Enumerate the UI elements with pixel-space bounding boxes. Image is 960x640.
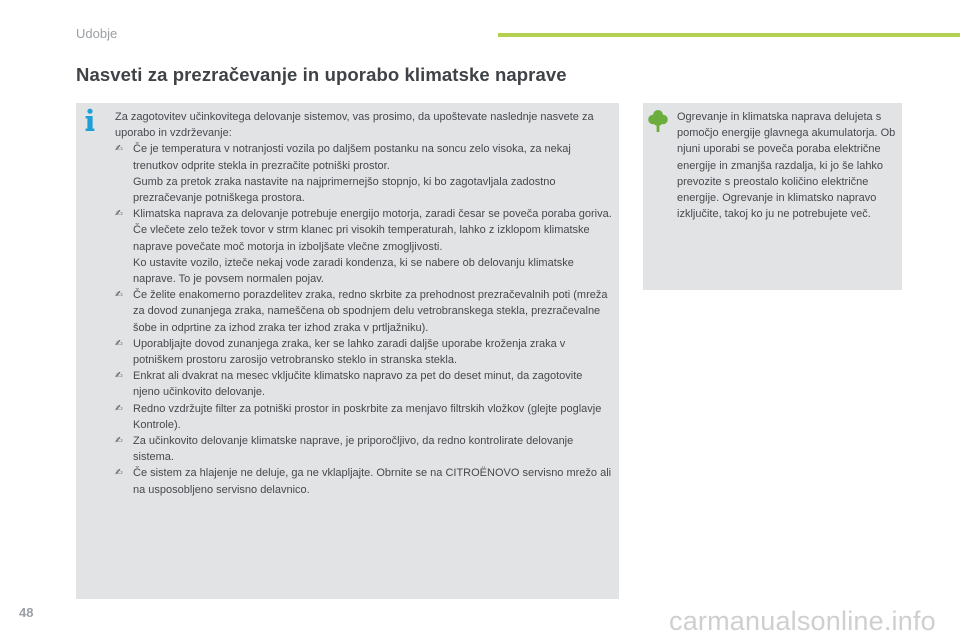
item-text: Klimatska naprava za delovanje potrebuje energijo motorja, zaradi česar se poveča poraba goriva. Če vlečete zelo težek tovor v strm klanec pri visokih temperaturah, lahko z izklopom klimatske naprave povečate moč motorja in izboljšate vlečne zmogljivosti. (133, 208, 612, 253)
intro-text: Za zagotovitev učinkovitega delovanje sistemov, vas prosimo, da upoštevate naslednje nasvete za uporabo in vzdrževanje: (115, 111, 594, 140)
bullet-icon: ✍ (115, 144, 123, 155)
list-item (115, 287, 612, 336)
item-detail: Gumb za pretok zraka nastavite na najprimernejšo stopnjo, ki bo zagotavljala zadostno prezračevanje potniškega prostora. (133, 175, 556, 205)
page-number: 48 (19, 605, 34, 620)
item-text: Enkrat ali dvakrat na mesec vključite klimatsko napravo za pet do deset minut, da zagotovite njeno učinkovito delovanje. (133, 370, 583, 399)
section-rule (498, 33, 960, 37)
item-detail: Ko ustavite vozilo, izteče nekaj vode zaradi kondenza, ki se nabere ob delovanju klimatske naprave. To je povsem normalen pojav. (133, 256, 574, 286)
info-icon (84, 108, 96, 132)
item-text: Če želite enakomerno porazdelitev zraka, redno skrbite za prehodnost prezračevalnih poti (mreža za dovod zunanjega zraka, nameščena ob spodnjem delu vetrobranskega stekla, prezračevalne šobe in odprtine za izhod zraka ter izhod zraka v prtljažniku). (133, 289, 608, 334)
list-item (115, 368, 612, 400)
item-text: Če je temperatura v notranjosti vozila po daljšem postanku na soncu zelo visoka, za nekaj trenutkov odprite stekla in prezračite potniški prostor. (133, 143, 571, 172)
bullet-icon: ✍ (115, 468, 123, 479)
list-item (115, 141, 612, 206)
list-item (115, 465, 612, 497)
item-text: Če sistem za hlajenje ne deluje, ga ne vklapljajte. Obrnite se na CITROËNOVO servisno mrežo ali na usposobljeno servisno delavnico. (133, 467, 612, 496)
bullet-icon: ✍ (115, 338, 123, 349)
page-title: Nasveti za prezračevanje in uporabo klimatske naprave (76, 64, 567, 85)
section-label: Udobje (76, 26, 118, 41)
bullet-icon: ✍ (115, 209, 123, 220)
side-note-text: Ogrevanje in klimatska naprava delujeta s pomočjo energije glavnega akumulatorja. Ob njuni uporabi se poveča poraba električne energije in zmanjša razdalja, ki jo še lahko prevozite s preostalo količino električne energije. Ogrevanje in klimatsko napravo izključite, takoj ko ju ne potrebujete več. (677, 111, 896, 221)
list-item (115, 433, 612, 465)
bullet-icon: ✍ (115, 403, 123, 414)
tips-list (115, 141, 612, 497)
list-item (115, 336, 612, 368)
item-text: Redno vzdržujte filter za potniški prostor in poskrbite za menjavo filtrskih vložkov (glejte poglavje Kontrole). (133, 402, 602, 431)
list-item (115, 206, 612, 287)
watermark: carmanualsonline.info (669, 606, 936, 636)
item-text: Za učinkovito delovanje klimatske naprave, je priporočljivo, da redno kontrolirate delovanje sistema. (133, 435, 574, 464)
main-text (115, 109, 612, 498)
bullet-icon: ✍ (115, 436, 123, 447)
list-item (115, 401, 612, 433)
bullet-icon: ✍ (115, 371, 123, 382)
tree-icon (647, 109, 669, 133)
item-text: Uporabljajte dovod zunanjega zraka, ker se lahko zaradi daljše uporabe kroženja zraka v potniškem prostoru zarosijo vetrobransko steklo in stranska stekla. (133, 337, 566, 367)
bullet-icon: ✍ (115, 290, 123, 301)
